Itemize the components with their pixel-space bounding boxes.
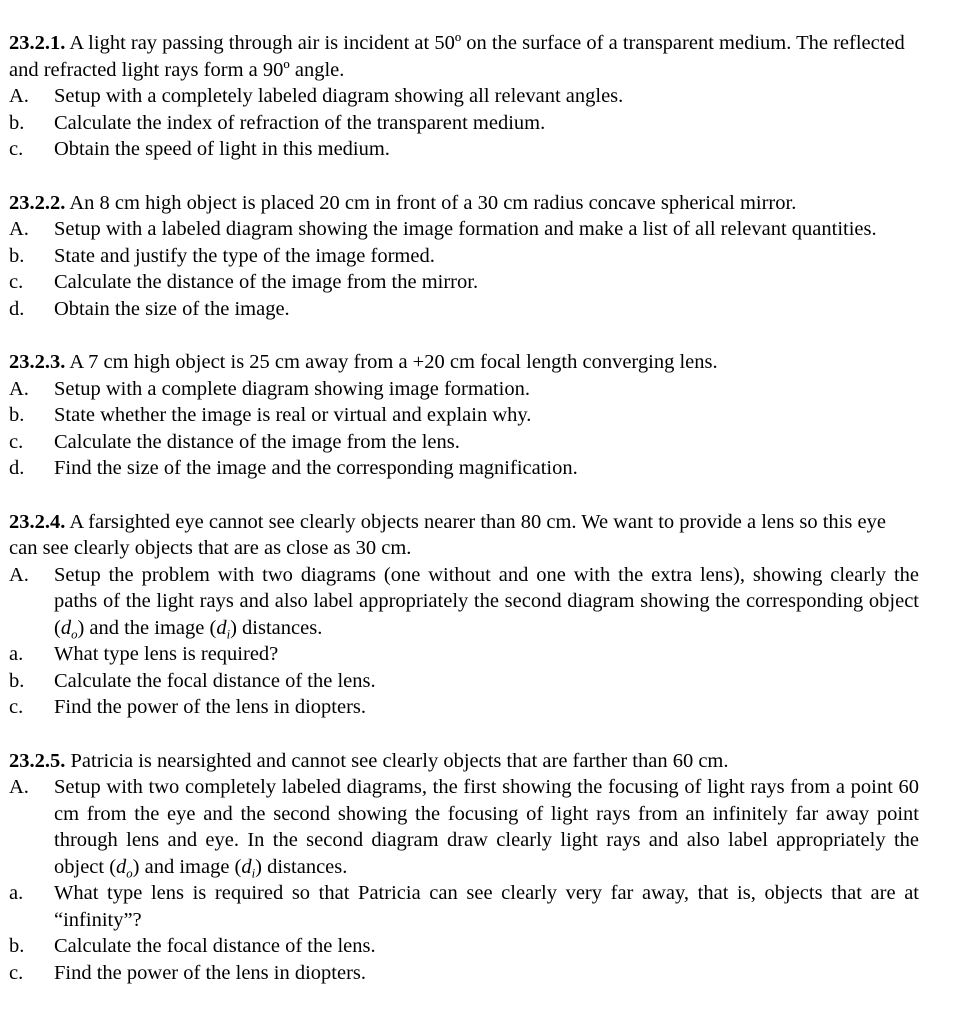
item-text: Setup with a complete diagram showing image formation. <box>54 377 530 400</box>
object-distance-symbol <box>116 856 133 878</box>
sub-question <box>9 668 919 695</box>
problem-stem <box>9 30 919 83</box>
item-text: Calculate the distance of the image from the lens. <box>54 430 460 453</box>
sub-question <box>9 269 919 296</box>
item-letter: b. <box>9 404 25 426</box>
item-letter: b. <box>9 244 25 267</box>
item-letter: c. <box>9 271 24 293</box>
item-text: Calculate the distance of the image from the mirror. <box>54 271 479 293</box>
problem-number: 23.2.1. <box>9 32 66 54</box>
item-text: State whether the image is real or virtual and explain why. <box>54 404 532 426</box>
sub-question <box>9 216 919 243</box>
item-letter: A. <box>9 218 29 240</box>
symbol-d: d <box>116 855 127 878</box>
item-text: Setup the problem with two diagrams (one without and one with the extra lens), showing clearly the paths of the light rays and also label appropriately the second diagram showing the corresponding object ( <box>54 563 919 639</box>
item-letter: b. <box>9 111 25 134</box>
problem-23-2-3 <box>9 349 919 482</box>
item-text: Calculate the index of refraction of the transparent medium. <box>54 111 546 134</box>
image-distance-symbol <box>241 856 255 878</box>
sub-question <box>9 562 919 642</box>
item-text: Obtain the size of the image. <box>54 297 290 320</box>
item-text: Setup with two completely labeled diagrams, the first showing the focusing of light rays from a point 60 cm from the eye and the second showing the focusing of light rays from an infinitely far away point through lens and eye. In the second diagram draw clearly light rays and also label appropriately the object ( <box>54 776 919 878</box>
problem-stem <box>9 349 919 376</box>
item-letter: c. <box>9 696 24 718</box>
problem-text: An 8 cm high object is placed 20 cm in front of a 30 cm radius concave spherical mirror. <box>69 191 797 214</box>
problem-stem <box>9 190 919 217</box>
problem-23-2-5 <box>9 748 919 987</box>
item-text: Find the power of the lens in diopters. <box>54 696 367 718</box>
sub-question <box>9 774 919 880</box>
sub-question <box>9 83 919 110</box>
item-text: Find the power of the lens in diopters. <box>54 961 367 984</box>
item-text: What type lens is required? <box>54 643 279 665</box>
sub-question <box>9 641 919 668</box>
sub-question <box>9 880 919 933</box>
problem-23-2-4 <box>9 509 919 721</box>
symbol-d: d <box>216 616 227 639</box>
sub-question <box>9 243 919 270</box>
item-letter: c. <box>9 430 24 453</box>
subscript-i: i <box>251 865 256 880</box>
item-text-mid: ) and the image ( <box>77 616 217 639</box>
item-text: Find the size of the image and the corresponding magnification. <box>54 457 578 479</box>
subscript-i: i <box>226 626 231 641</box>
item-letter: a. <box>9 882 24 904</box>
item-letter: c. <box>9 961 24 984</box>
item-text: What type lens is required so that Patricia can see clearly very far away, that is, objects that are at “infinity”? <box>54 882 919 931</box>
sub-question <box>9 429 919 456</box>
item-letter: d. <box>9 457 25 479</box>
sub-question <box>9 933 919 960</box>
problem-number: 23.2.5. <box>9 749 66 772</box>
item-letter: A. <box>9 563 29 586</box>
problem-number: 23.2.3. <box>9 351 66 373</box>
problem-stem <box>9 748 919 775</box>
sub-question <box>9 136 919 163</box>
item-text: Calculate the focal distance of the lens. <box>54 935 376 957</box>
sub-question <box>9 296 919 323</box>
subscript-o: o <box>126 865 133 880</box>
object-distance-symbol <box>61 617 78 639</box>
symbol-d: d <box>241 855 252 878</box>
problem-text: Patricia is nearsighted and cannot see clearly objects that are farther than 60 cm. <box>70 749 729 772</box>
problem-23-2-1 <box>9 30 919 163</box>
problem-number: 23.2.2. <box>9 191 66 214</box>
item-letter: A. <box>9 776 29 798</box>
item-text: Calculate the focal distance of the lens. <box>54 669 376 692</box>
item-letter: d. <box>9 297 25 320</box>
sub-question <box>9 455 919 482</box>
item-text-mid: ) and image ( <box>132 855 242 878</box>
image-distance-symbol <box>216 617 230 639</box>
problem-text: A farsighted eye cannot see clearly objects nearer than 80 cm. We want to provide a lens so this eye can see clearly objects that are as close as 30 cm. <box>9 510 886 559</box>
sub-question <box>9 376 919 403</box>
item-letter: c. <box>9 138 24 160</box>
document <box>9 30 919 986</box>
item-text: Setup with a completely labeled diagram showing all relevant angles. <box>54 85 624 107</box>
item-text: Obtain the speed of light in this medium. <box>54 138 390 160</box>
item-letter: A. <box>9 85 29 107</box>
problem-23-2-2 <box>9 190 919 323</box>
sub-question <box>9 110 919 137</box>
item-letter: b. <box>9 935 25 957</box>
symbol-d: d <box>60 616 72 639</box>
subscript-o: o <box>71 626 78 641</box>
problem-stem <box>9 509 919 562</box>
item-letter: a. <box>9 643 24 665</box>
problem-text: A 7 cm high object is 25 cm away from a +20 cm focal length converging lens. <box>69 351 718 373</box>
item-text-post: ) distances. <box>255 855 348 878</box>
item-text: State and justify the type of the image formed. <box>54 244 435 267</box>
item-text: Setup with a labeled diagram showing the image formation and make a list of all relevant quantities. <box>54 218 877 240</box>
item-letter: b. <box>9 669 25 692</box>
problem-text: A light ray passing through air is incident at 50º on the surface of a transparent medium. The reflected and refracted light rays form a 90º angle. <box>9 32 905 81</box>
sub-question <box>9 694 919 721</box>
problem-number: 23.2.4. <box>9 510 66 533</box>
item-text-post: ) distances. <box>230 616 323 639</box>
sub-question <box>9 402 919 429</box>
item-letter: A. <box>9 377 29 400</box>
sub-question <box>9 960 919 987</box>
